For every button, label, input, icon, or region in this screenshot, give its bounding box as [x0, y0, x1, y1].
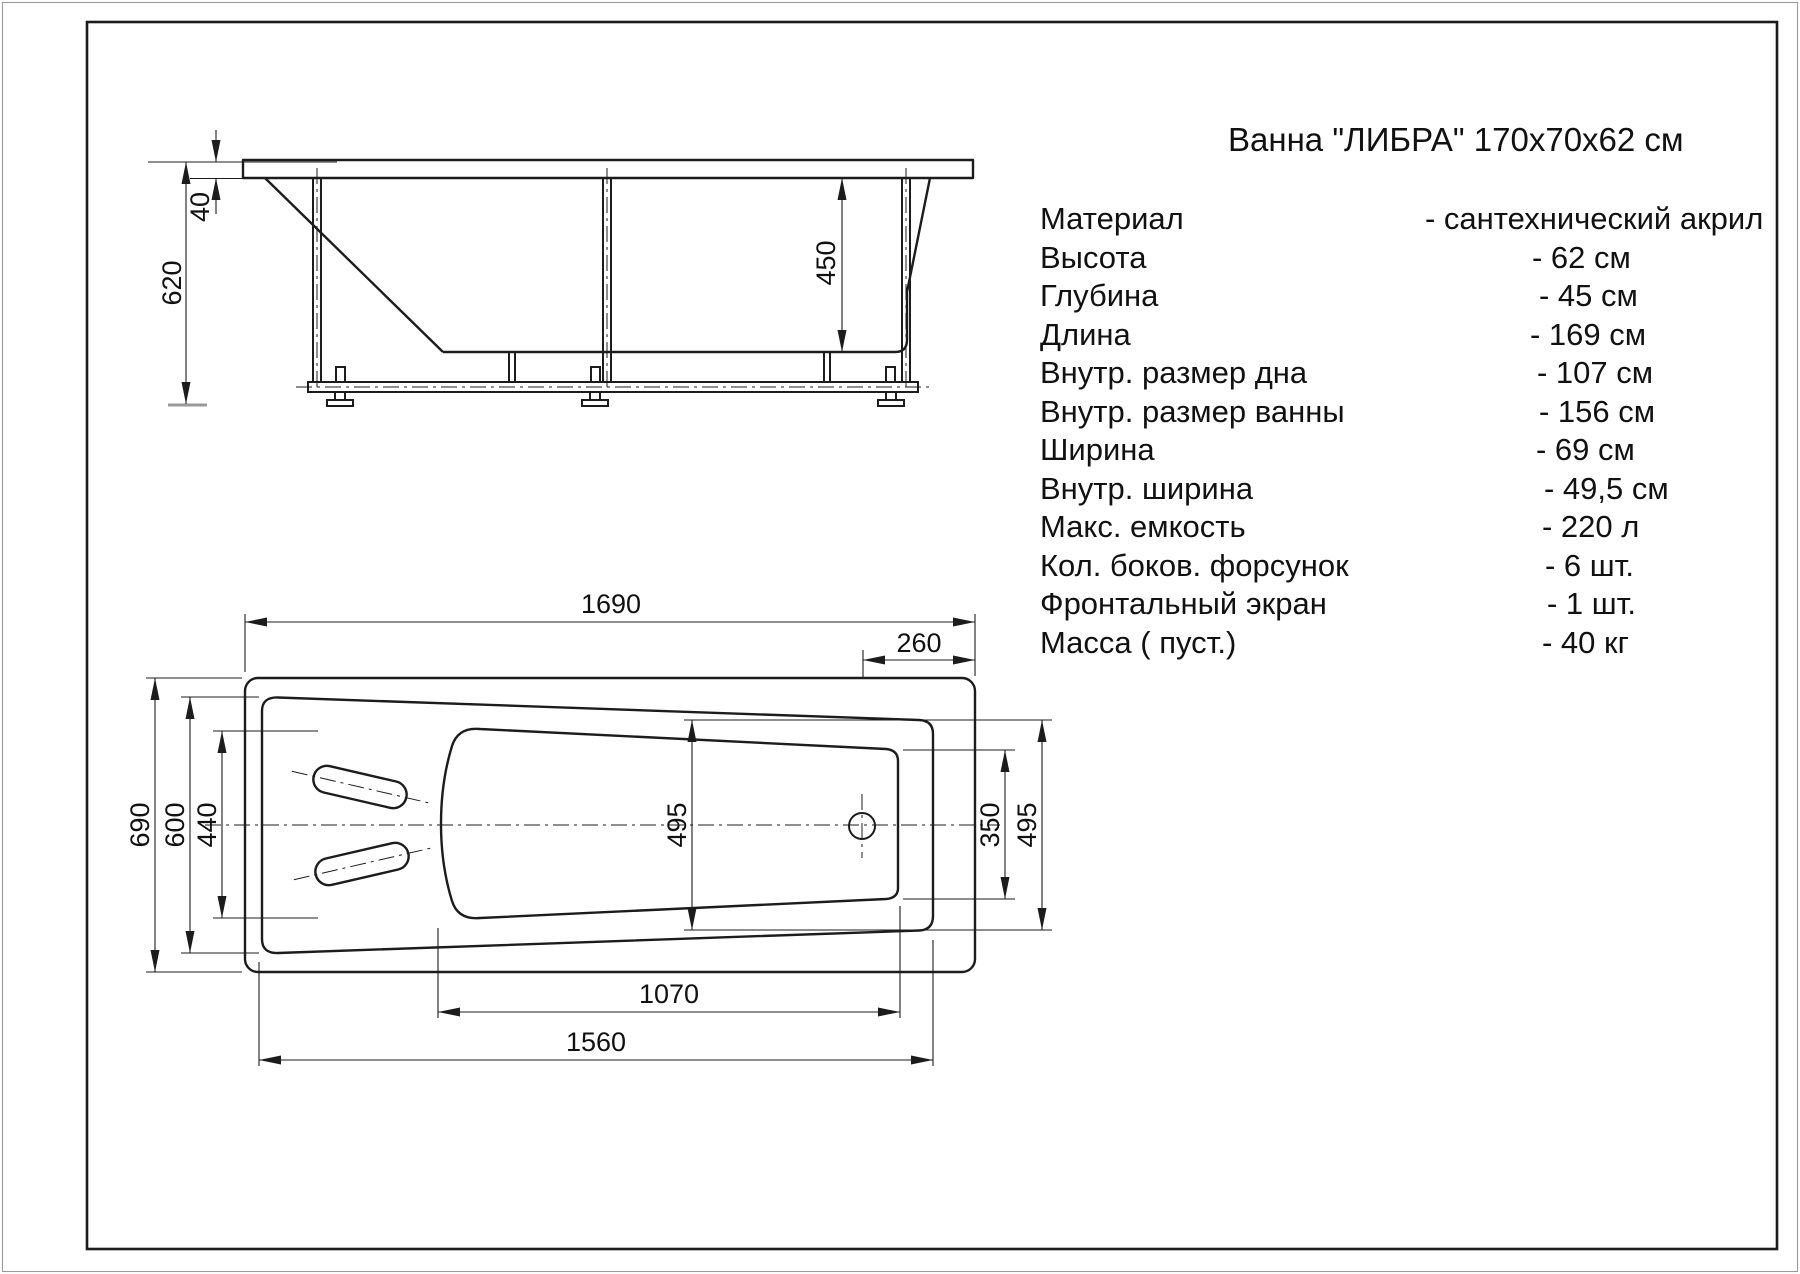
- spec-row-weight: [0, 624, 1800, 662]
- dim-label-1560: 1560: [565, 1027, 627, 1057]
- dim-label-440: 440: [192, 802, 222, 848]
- grip-recess-lower: [291, 835, 433, 893]
- spec-row-front-panel: [0, 585, 1800, 623]
- spec-row-inner-width: [0, 470, 1800, 508]
- spec-label: Макс. емкость: [1040, 509, 1246, 544]
- dim-label-260: 260: [896, 628, 942, 658]
- spec-row-width: [0, 431, 1800, 469]
- dim-label-690: 690: [125, 802, 155, 848]
- spec-label: Ширина: [1040, 432, 1155, 467]
- spec-row-height: [0, 239, 1800, 277]
- spec-label: Высота: [1040, 240, 1147, 275]
- dim-label-1070: 1070: [638, 979, 700, 1009]
- spec-value: - 220 л: [1542, 509, 1640, 544]
- spec-row-inner-size: [0, 393, 1800, 431]
- spec-value: - 69 см: [1536, 432, 1635, 467]
- spec-value: - 6 шт.: [1545, 548, 1635, 583]
- spec-label: Материал: [1040, 201, 1184, 236]
- spec-value: - сантехнический акрил: [1425, 201, 1764, 236]
- grip-recess-upper: [289, 758, 431, 816]
- spec-row-bottom-size: [0, 354, 1800, 392]
- spec-label: Масса ( пуст.): [1040, 625, 1237, 660]
- drawing-title: Ванна "ЛИБРА" 170х70х62 см: [1228, 121, 1684, 158]
- spec-row-length: [0, 316, 1800, 354]
- dim-label-40: 40: [185, 191, 215, 223]
- spec-label: Фронтальный экран: [1040, 586, 1327, 621]
- dim-label-620: 620: [157, 260, 187, 306]
- spec-label: Глубина: [1040, 278, 1159, 313]
- spec-label: Внутр. ширина: [1040, 471, 1254, 506]
- dim-label-350: 350: [975, 802, 1005, 848]
- dim-label-450: 450: [811, 240, 841, 286]
- dim-label-495-right: 495: [1012, 802, 1042, 848]
- spec-value: - 40 кг: [1542, 625, 1629, 660]
- spec-value: - 1 шт.: [1547, 586, 1637, 621]
- spec-value: - 45 см: [1539, 278, 1638, 313]
- spec-label: Длина: [1040, 317, 1131, 352]
- spec-label: Внутр. размер ванны: [1040, 394, 1345, 429]
- spec-label: Внутр. размер дна: [1040, 355, 1308, 390]
- side-rim: [243, 160, 973, 178]
- spec-row-depth: [0, 277, 1800, 315]
- spec-value: - 62 см: [1532, 240, 1631, 275]
- dim-label-600: 600: [160, 802, 190, 848]
- dim-label-495-center: 495: [662, 802, 692, 848]
- spec-value: - 156 см: [1539, 394, 1656, 429]
- spec-value: - 49,5 см: [1544, 471, 1669, 506]
- spec-value: - 107 см: [1537, 355, 1654, 390]
- spec-value: - 169 см: [1530, 317, 1647, 352]
- dim-label-1690: 1690: [580, 589, 642, 619]
- spec-row-material: [0, 200, 1800, 238]
- spec-row-capacity: [0, 508, 1800, 546]
- spec-row-jets: [0, 547, 1800, 585]
- spec-label: Кол. боков. форсунок: [1040, 548, 1349, 583]
